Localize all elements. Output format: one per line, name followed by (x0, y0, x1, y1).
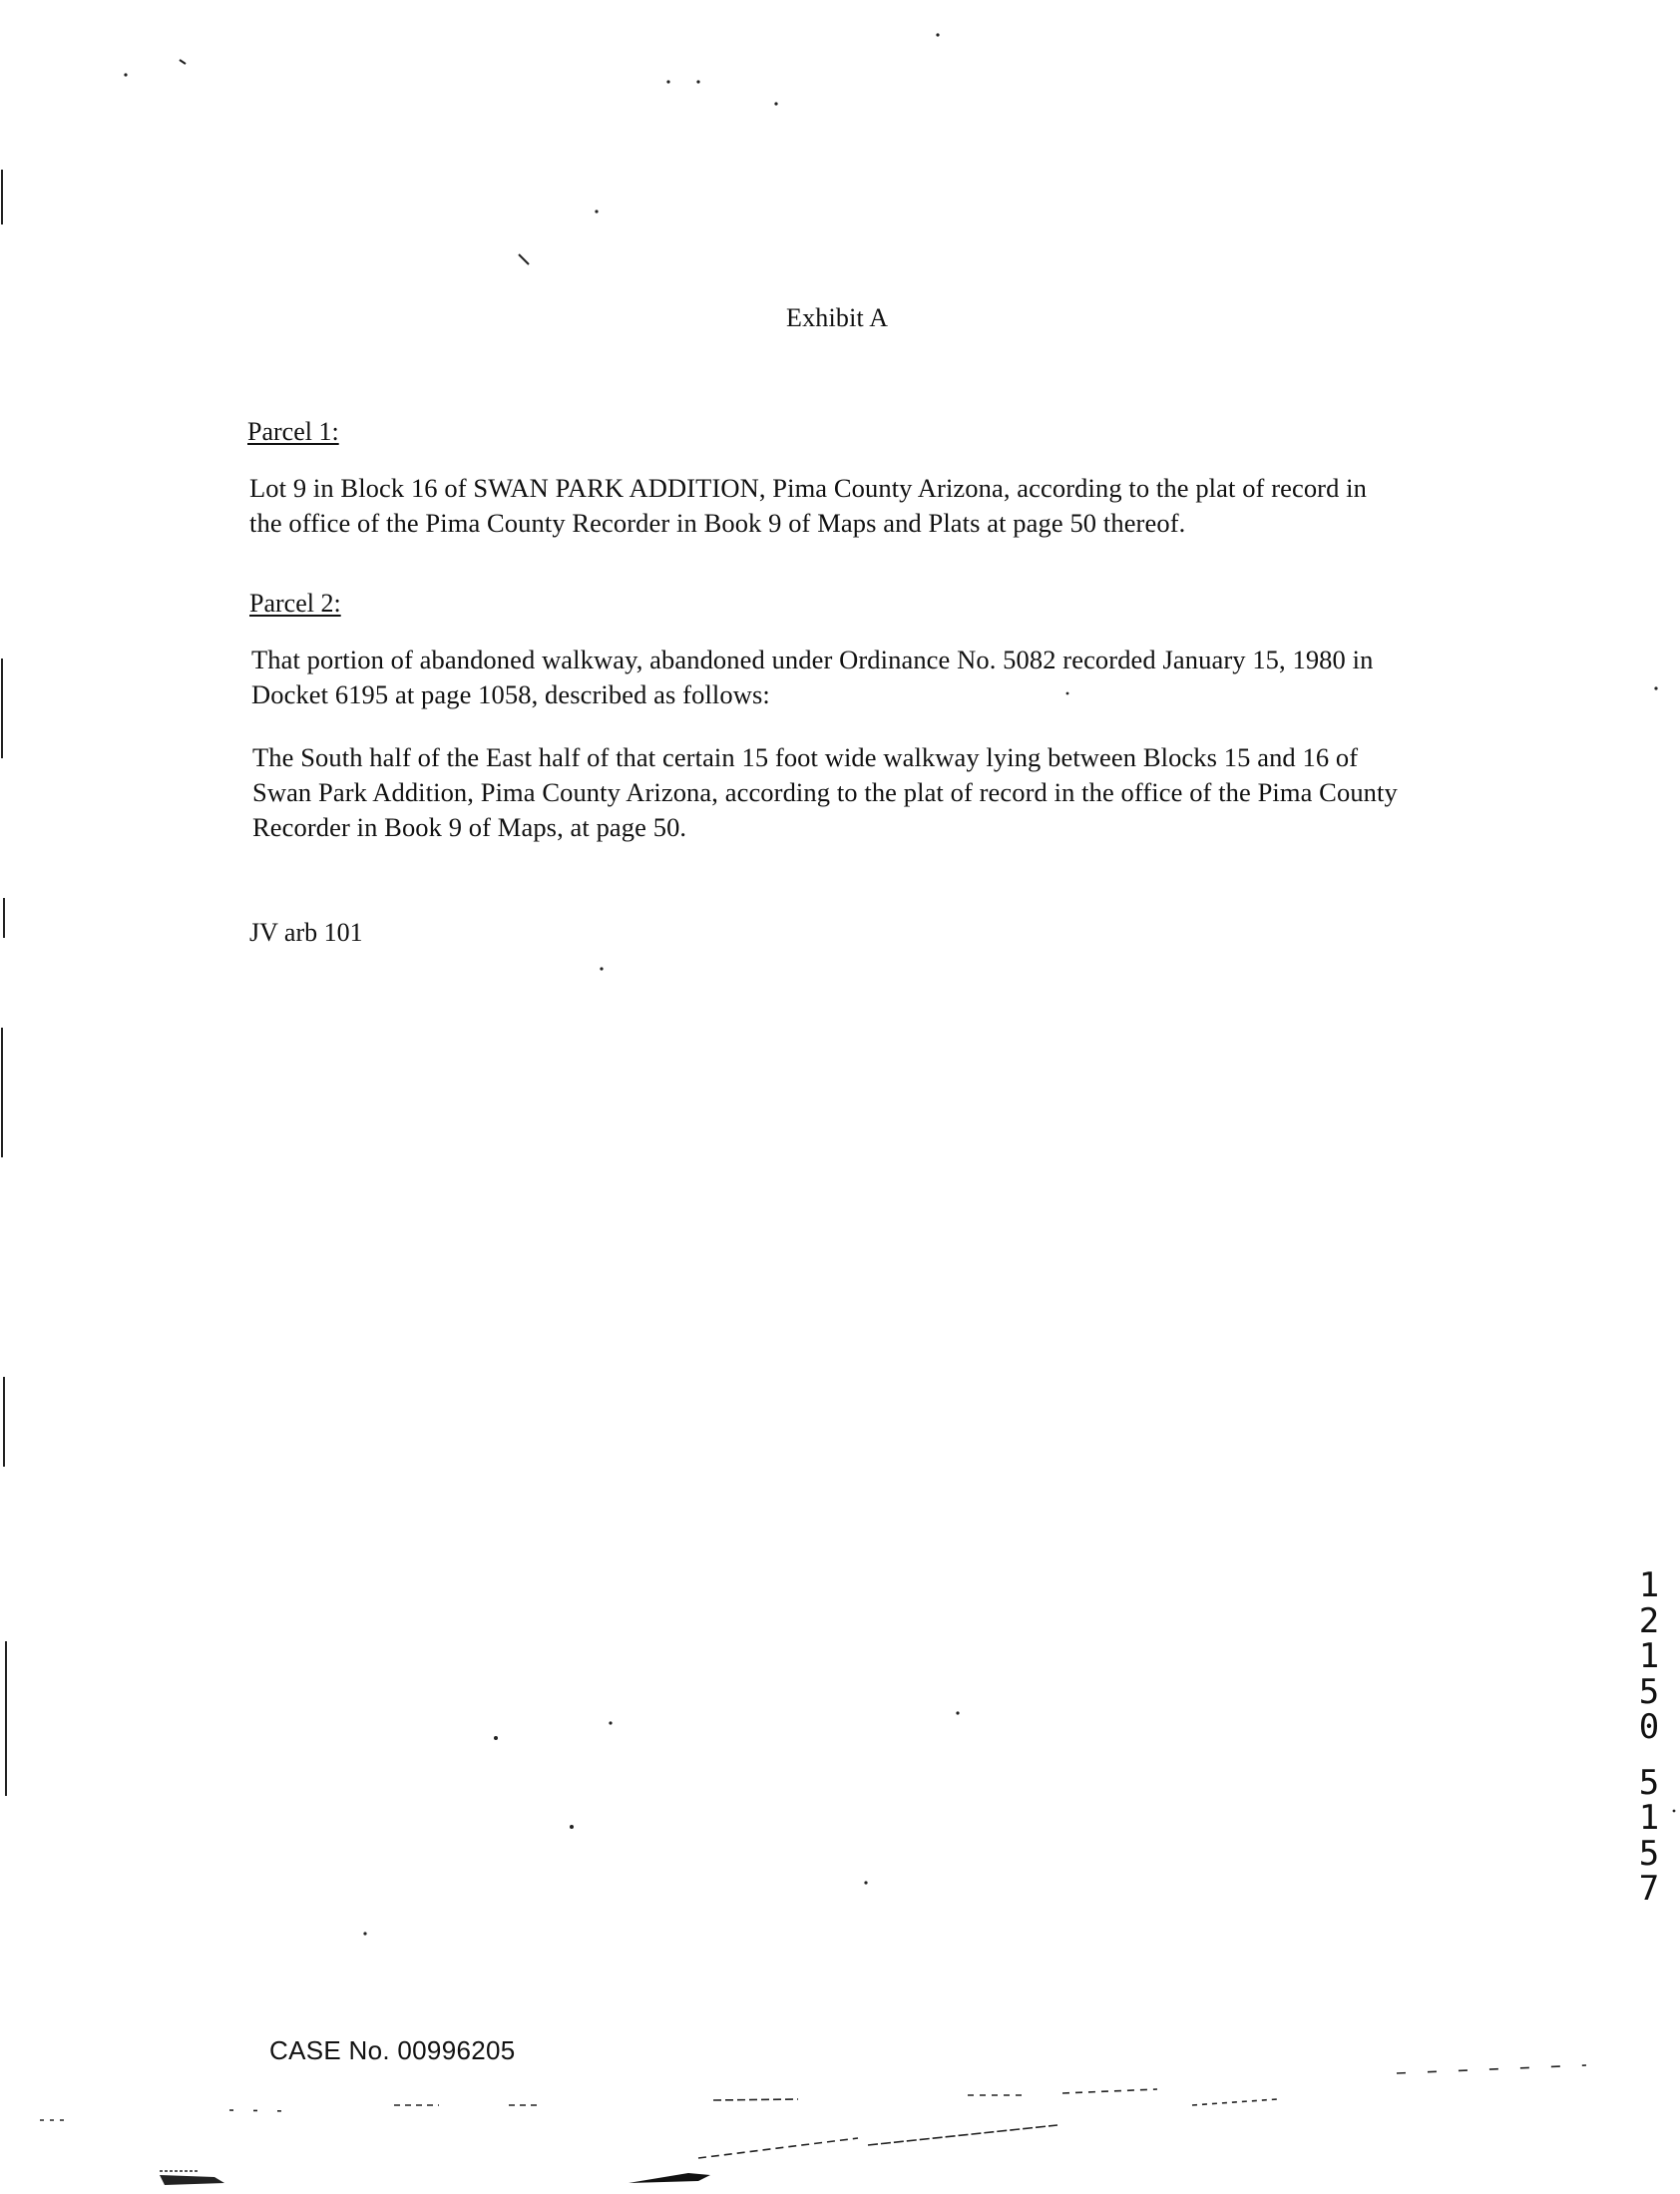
parcel-1-description (249, 471, 1476, 541)
stamp-digit: 2 (1638, 1600, 1660, 1641)
stamp-digit: 7 (1638, 1869, 1660, 1909)
stamp-digit: 0 (1638, 1707, 1660, 1747)
stamp-digit: 1 (1638, 1565, 1660, 1605)
parcel-1-heading: Parcel 1: (247, 417, 339, 446)
stamp-digit: 5 (1638, 1762, 1660, 1803)
stamp-digit: 5 (1638, 1671, 1660, 1712)
document-reference: JV arb 101 (249, 918, 363, 947)
parcel-2-line: The South half of the East half of that certain 15 foot wide walkway lying between Blocks 15 and 16 of (252, 742, 1359, 772)
parcel-2-intro (251, 643, 1478, 712)
parcel-2-line: Swan Park Addition, Pima County Arizona, according to the plat of record in the office of the Pima County (252, 777, 1398, 807)
parcel-2-description (252, 740, 1479, 845)
parcel-2-heading: Parcel 2: (249, 589, 341, 618)
parcel-1-line: Lot 9 in Block 16 of SWAN PARK ADDITION, Pima County Arizona, according to the plat of record in (249, 473, 1367, 503)
parcel-2-intro-line: Docket 6195 at page 1058, described as follows: (251, 679, 770, 709)
stamp-digit: 5 (1638, 1833, 1660, 1874)
stamp-digit: 1 (1638, 1636, 1660, 1676)
parcel-1-line: the office of the Pima County Recorder in Book 9 of Maps and Plats at page 50 thereof. (249, 508, 1186, 538)
page-title: Exhibit A (786, 303, 889, 332)
stamp-digit: 1 (1638, 1798, 1660, 1838)
parcel-2-line: Recorder in Book 9 of Maps, at page 50. (252, 812, 687, 842)
case-number: CASE No. 00996205 (269, 2035, 516, 2065)
recording-stamp-number (1632, 1565, 1666, 1909)
parcel-2-intro-line: That portion of abandoned walkway, abandoned under Ordinance No. 5082 recorded January 15, 1980 in (251, 645, 1374, 674)
